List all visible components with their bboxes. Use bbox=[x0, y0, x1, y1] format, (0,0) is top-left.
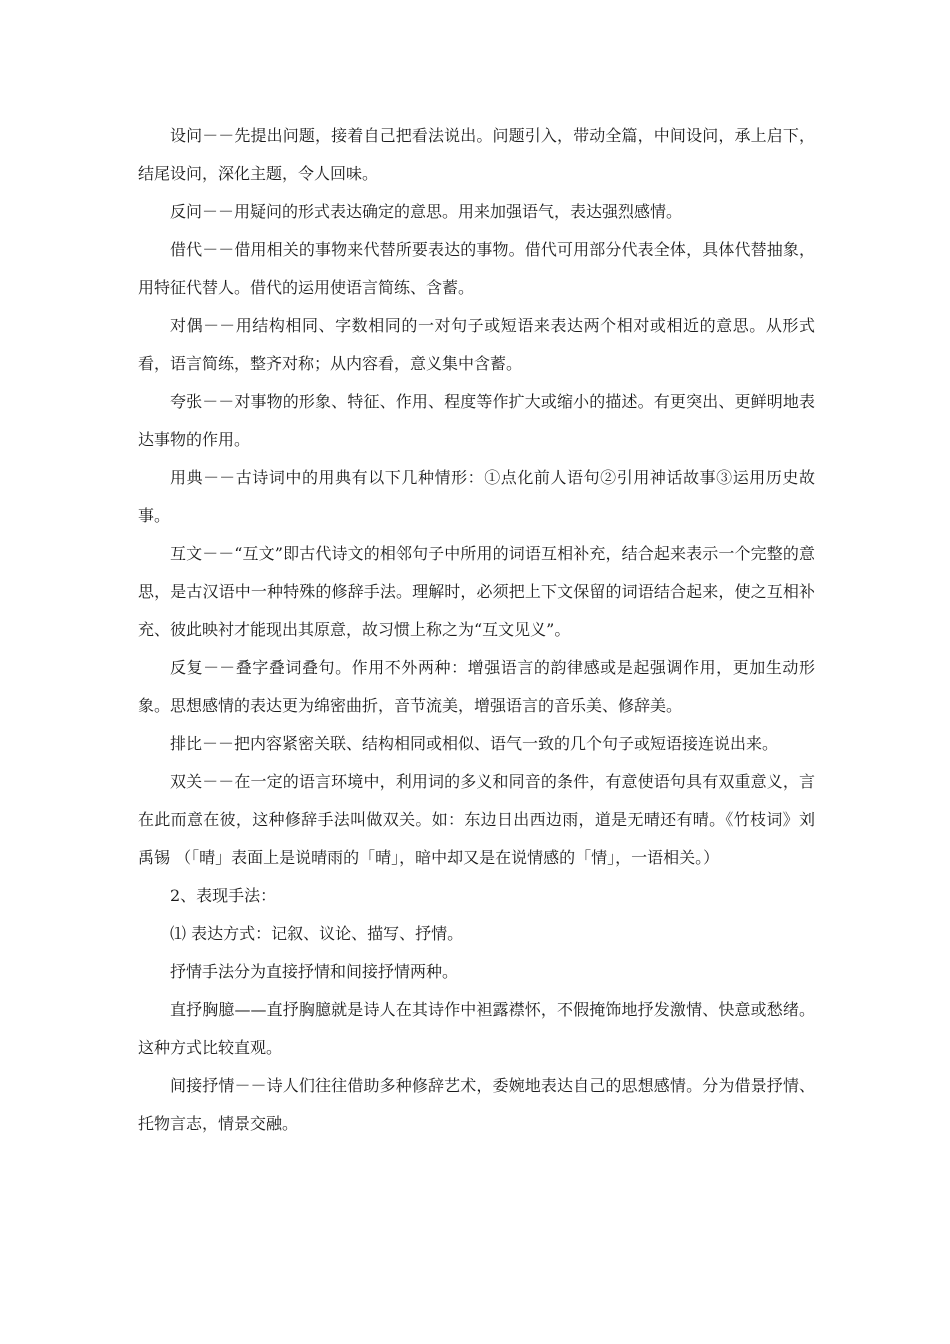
paragraph-jiedai: 借代－－借用相关的事物来代替所要表达的事物。借代可用部分代表全体，具体代替抽象，用特征代替人。借代的运用使语言简练、含蓄。 bbox=[138, 240, 815, 297]
paragraph-duiou: 对偶－－用结构相同、字数相同的一对句子或短语来表达两个相对或相近的意思。从形式看，语言简练，整齐对称；从内容看，意义集中含蓄。 bbox=[138, 316, 815, 373]
paragraph-sheweng: 设问－－先提出问题，接着自己把看法说出。问题引入，带动全篇，中间设问，承上启下，结尾设问，深化主题，令人回味。 bbox=[138, 126, 815, 183]
paragraph-yongdian: 用典－－古诗词中的用典有以下几种情形：①点化前人语句②引用神话故事③运用历史故事。 bbox=[138, 468, 815, 525]
paragraph-jianjie-shuqing: 间接抒情－－诗人们往往借助多种修辞艺术，委婉地表达自己的思想感情。分为借景抒情、托物言志，情景交融。 bbox=[138, 1076, 815, 1133]
paragraph-shuqing-shoufa: 抒情手法分为直接抒情和间接抒情两种。 bbox=[170, 962, 459, 981]
section-heading-biaoxian: 2、表现手法： bbox=[170, 886, 277, 905]
paragraph-huwen: 互文－－“互文”即古代诗文的相邻句子中所用的词语互相补充，结合起来表示一个完整的意思，是古汉语中一种特殊的修辞手法。理解时，必须把上下文保留的词语结合起来，使之互相补充、彼此映衬才能现出其原意，故习惯上称之为“互文见义”。 bbox=[138, 544, 815, 639]
paragraph-kuazhang: 夸张－－对事物的形象、特征、作用、程度等作扩大或缩小的描述。有更突出、更鲜明地表达事物的作用。 bbox=[138, 392, 815, 449]
paragraph-fanwen: 反问－－用疑问的形式表达确定的意思。用来加强语气，表达强烈感情。 bbox=[170, 202, 683, 221]
paragraph-fanfu: 反复－－叠字叠词叠句。作用不外两种：增强语言的韵律感或是起强调作用，更加生动形象。思想感情的表达更为绵密曲折，音节流美，增强语言的音乐美、修辞美。 bbox=[138, 658, 815, 715]
paragraph-biaoda-fangshi: ⑴ 表达方式：记叙、议论、描写、抒情。 bbox=[170, 924, 464, 943]
paragraph-paibi: 排比－－把内容紧密关联、结构相同或相似、语气一致的几个句子或短语接连说出来。 bbox=[170, 734, 779, 753]
paragraph-shuangguan: 双关－－在一定的语言环境中，利用词的多义和同音的条件，有意使语句具有双重意义，言在此而意在彼，这种修辞手法叫做双关。如：东边日出西边雨，道是无晴还有晴。《竹枝词》刘禹锡 （「晴」表面上是说晴雨的「晴」，暗中却又是在说情感的「情」，一语相关。） bbox=[138, 772, 815, 867]
paragraph-zhishu-xiongyi: 直抒胸臆——直抒胸臆就是诗人在其诗作中袒露襟怀，不假掩饰地抒发激情、快意或愁绪。这种方式比较直观。 bbox=[138, 1000, 815, 1057]
document-body bbox=[138, 117, 815, 1143]
